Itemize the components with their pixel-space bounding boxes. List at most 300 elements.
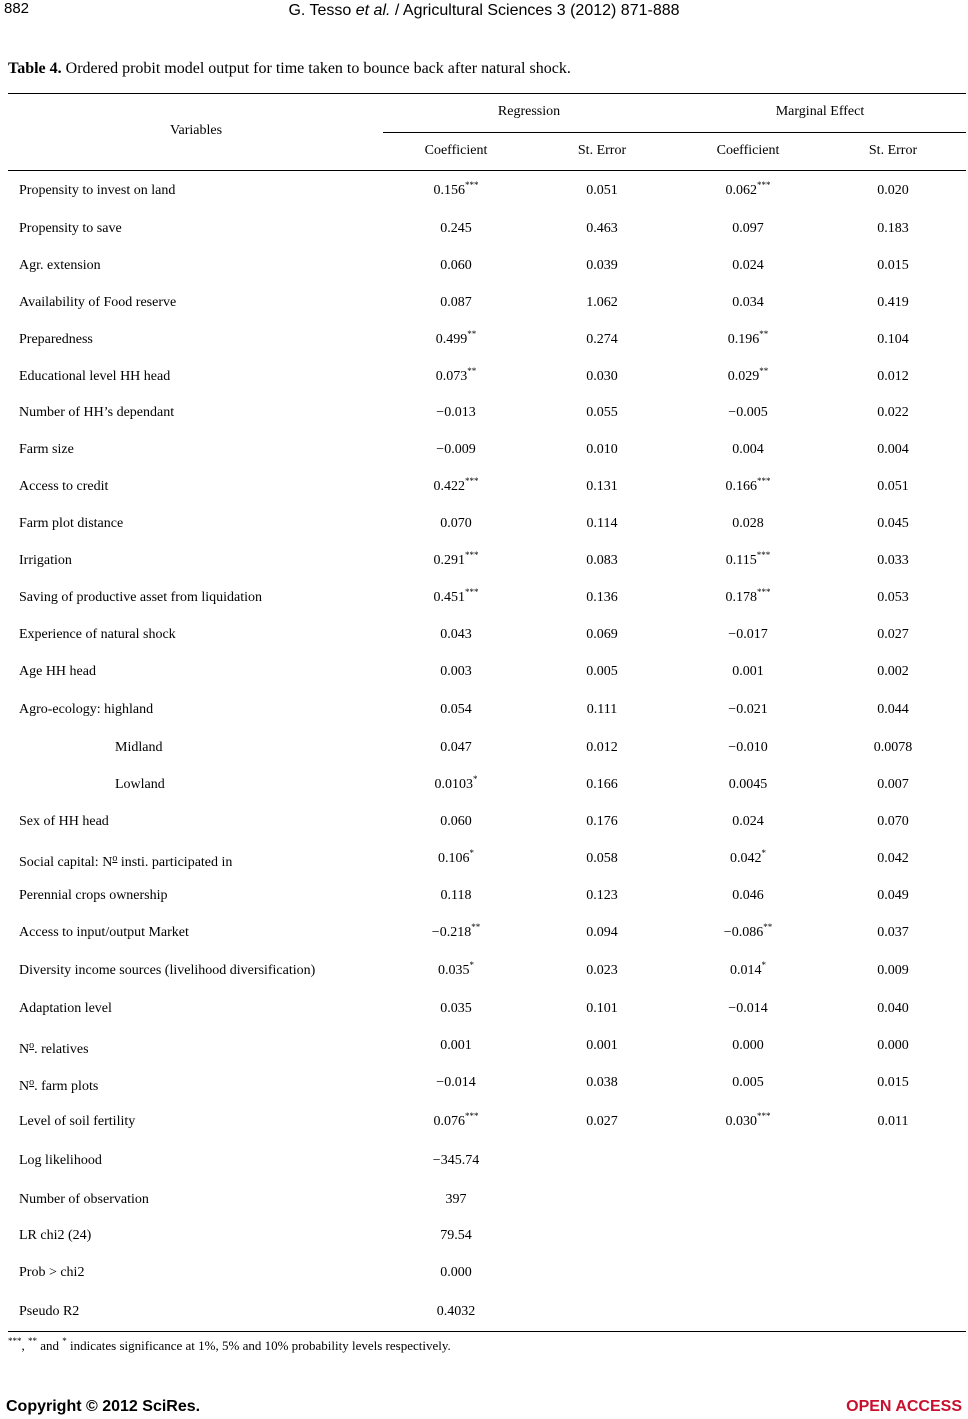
variable-name <box>19 1027 89 1068</box>
regression-coefficient <box>396 358 516 395</box>
marginal-coefficient-value: 0.004 <box>732 442 764 457</box>
marginal-coefficient <box>688 803 808 840</box>
marginal-coefficient-value: −0.017 <box>728 627 768 642</box>
regression-coefficient <box>396 1254 516 1291</box>
regression-st-error-value: 0.101 <box>586 1001 618 1016</box>
marginal-coefficient <box>688 210 808 247</box>
regression-st-error <box>542 990 662 1027</box>
marginal-st-error-value: 0.053 <box>877 590 909 605</box>
table-top-rule <box>8 93 966 94</box>
variable-name: LR chi2 (24) <box>19 1228 92 1243</box>
footer-open-access: OPEN ACCESS <box>846 1398 962 1415</box>
table-row <box>0 1142 968 1179</box>
regression-st-error <box>542 729 662 766</box>
marginal-coefficient <box>688 1027 808 1064</box>
marginal-st-error-value: 0.004 <box>877 442 909 457</box>
significance-stars: *** <box>757 1111 771 1121</box>
regression-coefficient <box>396 691 516 728</box>
regression-st-error <box>542 952 662 989</box>
regression-st-error-value: 0.023 <box>586 963 618 978</box>
regression-st-error <box>542 1027 662 1064</box>
variable-name: Number of HH’s dependant <box>19 405 175 420</box>
marginal-coefficient <box>688 247 808 284</box>
variable-name: Pseudo R2 <box>19 1304 80 1319</box>
variable-name-prefix: N <box>19 1042 30 1057</box>
regression-st-error-value: 0.123 <box>586 888 618 903</box>
marginal-st-error-value: 0.022 <box>877 405 909 420</box>
regression-st-error <box>542 468 662 505</box>
regression-coefficient <box>396 431 516 468</box>
regression-coefficient <box>396 952 516 989</box>
note-separator-1: , <box>21 1338 28 1353</box>
regression-coefficient-value: 0.076 <box>433 1114 465 1129</box>
table-row <box>0 468 968 505</box>
variable-name: Midland <box>115 740 163 755</box>
significance-stars: *** <box>757 476 771 486</box>
regression-st-error-value: 0.069 <box>586 627 618 642</box>
marginal-st-error <box>833 210 953 247</box>
marginal-coefficient <box>688 1103 808 1140</box>
marginal-st-error <box>833 358 953 395</box>
regression-coefficient-value: 0.156 <box>433 183 465 198</box>
regression-coefficient-value: 0.060 <box>440 814 472 829</box>
variable-name-prefix: N <box>19 1079 30 1094</box>
regression-st-error <box>542 653 662 690</box>
marginal-st-error-value: 0.051 <box>877 479 909 494</box>
marginal-coefficient <box>688 431 808 468</box>
table-row <box>0 877 968 914</box>
regression-st-error <box>542 172 662 209</box>
regression-st-error-value: 1.062 <box>586 295 618 310</box>
marginal-st-error-value: 0.002 <box>877 664 909 679</box>
regression-st-error <box>542 579 662 616</box>
marginal-st-error-value: 0.0078 <box>873 740 913 755</box>
marginal-coefficient-value: 0.029 <box>727 369 760 384</box>
regression-st-error-value: 0.083 <box>586 553 618 568</box>
regression-st-error <box>542 616 662 653</box>
regression-st-error <box>542 431 662 468</box>
header-coefficient-regression: Coefficient <box>424 143 488 158</box>
regression-coefficient <box>396 321 516 358</box>
table-row <box>0 803 968 840</box>
note-text: indicates significance at 1%, 5% and 10% probability levels respectively. <box>66 1338 451 1353</box>
variable-name: Lowland <box>115 777 165 792</box>
regression-st-error-value: 0.274 <box>586 332 618 347</box>
significance-stars: ** <box>759 366 769 376</box>
table-row <box>0 840 968 877</box>
marginal-st-error <box>833 468 953 505</box>
regression-coefficient <box>396 877 516 914</box>
regression-coefficient <box>396 653 516 690</box>
regression-st-error <box>542 542 662 579</box>
marginal-st-error-value: 0.040 <box>877 1001 909 1016</box>
variable-name: Prob > chi2 <box>19 1265 85 1280</box>
regression-st-error <box>542 877 662 914</box>
marginal-st-error <box>833 542 953 579</box>
table-row <box>0 691 968 728</box>
variable-name: Level of soil fertility <box>19 1114 136 1129</box>
variable-name: Age HH head <box>19 664 96 679</box>
variable-name: Educational level HH head <box>19 369 171 384</box>
regression-coefficient <box>396 840 516 877</box>
significance-stars: ** <box>467 329 477 339</box>
marginal-st-error <box>833 616 953 653</box>
regression-coefficient-value: −345.74 <box>432 1153 480 1168</box>
table-row <box>0 1254 968 1291</box>
marginal-st-error-value: 0.104 <box>877 332 909 347</box>
marginal-coefficient-value: 0.115 <box>725 553 757 568</box>
marginal-coefficient-value: 0.000 <box>732 1038 764 1053</box>
table-row <box>0 210 968 247</box>
significance-stars: *** <box>465 587 479 597</box>
marginal-coefficient-value: 0.166 <box>725 479 757 494</box>
regression-st-error <box>542 766 662 803</box>
regression-coefficient-value: 0.451 <box>433 590 465 605</box>
regression-st-error-value: 0.136 <box>586 590 618 605</box>
marginal-coefficient <box>688 172 808 209</box>
significance-stars: ** <box>467 366 477 376</box>
table-row <box>0 990 968 1027</box>
marginal-coefficient <box>688 729 808 766</box>
marginal-st-error <box>833 729 953 766</box>
regression-coefficient <box>396 914 516 951</box>
header-marginal-effect: Marginal Effect <box>775 104 865 119</box>
marginal-coefficient-value: 0.097 <box>732 221 764 236</box>
regression-st-error <box>542 247 662 284</box>
table-row <box>0 284 968 321</box>
marginal-coefficient-value: 0.062 <box>725 183 757 198</box>
regression-st-error <box>542 358 662 395</box>
table-row <box>0 1064 968 1101</box>
marginal-st-error-value: 0.011 <box>877 1114 909 1129</box>
variable-name: Adaptation level <box>19 1001 112 1016</box>
marginal-st-error <box>833 431 953 468</box>
variable-name <box>19 840 232 881</box>
marginal-st-error-value: 0.042 <box>877 851 909 866</box>
regression-st-error-value: 0.094 <box>586 925 618 940</box>
variable-name: Farm plot distance <box>19 516 124 531</box>
regression-coefficient-value: 397 <box>445 1192 467 1207</box>
table-row <box>0 358 968 395</box>
significance-stars: *** <box>465 476 479 486</box>
marginal-st-error <box>833 766 953 803</box>
numero-superscript: o <box>112 853 118 864</box>
page-number: 882 <box>4 0 30 17</box>
marginal-coefficient <box>688 691 808 728</box>
regression-coefficient <box>396 247 516 284</box>
marginal-coefficient-value: 0.014 <box>730 963 762 978</box>
marginal-st-error-value: 0.183 <box>877 221 909 236</box>
marginal-st-error-value: 0.015 <box>877 258 909 273</box>
variable-name: Availability of Food reserve <box>19 295 177 310</box>
table-row <box>0 321 968 358</box>
regression-st-error <box>542 840 662 877</box>
regression-coefficient <box>396 505 516 542</box>
regression-st-error <box>542 394 662 431</box>
running-title <box>0 2 968 20</box>
numero-superscript: o <box>29 1040 35 1051</box>
regression-coefficient <box>396 729 516 766</box>
marginal-st-error <box>833 321 953 358</box>
table-bottom-rule <box>8 1331 966 1332</box>
table-row <box>0 952 968 989</box>
table-row <box>0 247 968 284</box>
regression-st-error-value: 0.114 <box>586 516 618 531</box>
table-row <box>0 914 968 951</box>
running-title-authors: G. Tesso <box>288 2 356 19</box>
regression-coefficient-value: −0.014 <box>436 1075 476 1090</box>
regression-coefficient-value: 0.000 <box>440 1265 472 1280</box>
header-st-error-marginal: St. Error <box>868 143 918 158</box>
regression-coefficient-value: 0.054 <box>440 702 472 717</box>
regression-coefficient <box>396 468 516 505</box>
marginal-st-error-value: 0.419 <box>877 295 909 310</box>
table-row <box>0 579 968 616</box>
regression-coefficient <box>396 616 516 653</box>
marginal-st-error <box>833 990 953 1027</box>
footer-copyright: Copyright © 2012 SciRes. <box>6 1398 201 1415</box>
marginal-st-error <box>833 914 953 951</box>
marginal-st-error-value: 0.049 <box>877 888 909 903</box>
variable-name: Saving of productive asset from liquidation <box>19 590 263 605</box>
marginal-coefficient-value: 0.196 <box>727 332 760 347</box>
regression-coefficient <box>396 1142 516 1179</box>
regression-coefficient <box>396 210 516 247</box>
marginal-coefficient <box>688 284 808 321</box>
regression-coefficient-value: 0.001 <box>440 1038 472 1053</box>
marginal-coefficient <box>688 468 808 505</box>
marginal-st-error-value: 0.045 <box>877 516 909 531</box>
marginal-coefficient <box>688 542 808 579</box>
marginal-coefficient <box>688 505 808 542</box>
note-sup-3: * <box>62 1336 67 1346</box>
regression-coefficient-value: 0.003 <box>440 664 472 679</box>
group-header-rule <box>383 132 966 133</box>
significance-stars: * <box>473 774 478 784</box>
marginal-coefficient-value: 0.178 <box>725 590 757 605</box>
significance-stars: *** <box>756 550 771 560</box>
regression-st-error-value: 0.010 <box>586 442 618 457</box>
marginal-st-error-value: 0.027 <box>877 627 909 642</box>
table-caption <box>8 60 571 78</box>
numero-superscript: o <box>29 1077 35 1088</box>
significance-stars: * <box>469 848 474 858</box>
marginal-st-error-value: 0.044 <box>877 702 909 717</box>
regression-st-error <box>542 321 662 358</box>
note-sup-1: *** <box>8 1336 22 1346</box>
marginal-st-error <box>833 840 953 877</box>
marginal-st-error-value: 0.037 <box>877 925 909 940</box>
marginal-coefficient <box>688 579 808 616</box>
table-row <box>0 1217 968 1254</box>
variable-name: Experience of natural shock <box>19 627 176 642</box>
regression-coefficient-value: 0.047 <box>440 740 472 755</box>
regression-coefficient-value: 0.118 <box>440 888 472 903</box>
regression-coefficient-value: 0.060 <box>440 258 472 273</box>
marginal-st-error <box>833 691 953 728</box>
regression-coefficient-value: 0.499 <box>435 332 468 347</box>
header-regression: Regression <box>497 104 561 119</box>
regression-st-error-value: 0.027 <box>586 1114 618 1129</box>
running-title-etal: et al. <box>355 2 391 19</box>
marginal-coefficient <box>688 358 808 395</box>
marginal-coefficient-value: −0.086 <box>723 925 764 940</box>
variable-name: Farm size <box>19 442 74 457</box>
regression-coefficient-value: 0.291 <box>433 553 465 568</box>
marginal-st-error-value: 0.012 <box>877 369 909 384</box>
regression-coefficient-value: 0.422 <box>433 479 465 494</box>
marginal-coefficient-value: 0.030 <box>725 1114 757 1129</box>
table-caption-text: Ordered probit model output for time taken to bounce back after natural shock. <box>61 60 571 77</box>
variable-name: Propensity to invest on land <box>19 183 176 198</box>
marginal-coefficient <box>688 394 808 431</box>
marginal-st-error <box>833 952 953 989</box>
table-label: Table 4. <box>8 60 62 77</box>
variable-name-suffix: . relatives <box>34 1042 89 1057</box>
table-row <box>0 653 968 690</box>
header-st-error-regression: St. Error <box>577 143 627 158</box>
variable-name: Diversity income sources (livelihood diversification) <box>19 963 316 978</box>
regression-coefficient <box>396 990 516 1027</box>
significance-stars: *** <box>465 1111 479 1121</box>
marginal-coefficient-value: −0.005 <box>728 405 768 420</box>
regression-coefficient <box>396 1181 516 1218</box>
regression-st-error-value: 0.051 <box>586 183 618 198</box>
table-row <box>0 542 968 579</box>
variable-name: Preparedness <box>19 332 93 347</box>
regression-coefficient-value: −0.009 <box>436 442 476 457</box>
marginal-st-error-value: 0.070 <box>877 814 909 829</box>
marginal-st-error <box>833 505 953 542</box>
regression-coefficient-value: 0.035 <box>440 1001 472 1016</box>
regression-st-error-value: 0.176 <box>586 814 618 829</box>
marginal-st-error <box>833 579 953 616</box>
regression-coefficient-value: 0.070 <box>440 516 472 531</box>
variable-name: Irrigation <box>19 553 72 568</box>
regression-st-error-value: 0.030 <box>586 369 618 384</box>
regression-coefficient <box>396 394 516 431</box>
marginal-st-error <box>833 1027 953 1064</box>
marginal-coefficient <box>688 766 808 803</box>
running-title-journal: / Agricultural Sciences 3 (2012) 871-888 <box>390 2 680 19</box>
marginal-st-error <box>833 394 953 431</box>
significance-stars: * <box>469 960 474 970</box>
marginal-st-error <box>833 653 953 690</box>
marginal-coefficient <box>688 616 808 653</box>
marginal-st-error-value: 0.020 <box>877 183 909 198</box>
variable-name <box>19 1064 98 1105</box>
variable-name: Agro-ecology: highland <box>19 702 154 717</box>
regression-coefficient <box>396 579 516 616</box>
variable-name: Propensity to save <box>19 221 122 236</box>
regression-st-error <box>542 691 662 728</box>
table-row <box>0 1293 968 1330</box>
significance-note <box>8 1338 451 1354</box>
significance-stars: *** <box>757 180 771 190</box>
regression-st-error-value: 0.012 <box>586 740 618 755</box>
variable-name: Log likelihood <box>19 1153 102 1168</box>
regression-st-error-value: 0.055 <box>586 405 618 420</box>
note-sup-2: ** <box>28 1336 37 1346</box>
regression-st-error-value: 0.039 <box>586 258 618 273</box>
regression-coefficient <box>396 542 516 579</box>
significance-stars: ** <box>763 922 773 932</box>
regression-coefficient <box>396 766 516 803</box>
marginal-coefficient-value: 0.042 <box>730 851 762 866</box>
marginal-coefficient <box>688 914 808 951</box>
marginal-coefficient <box>688 990 808 1027</box>
table-row <box>0 394 968 431</box>
marginal-coefficient-value: −0.021 <box>728 702 768 717</box>
marginal-coefficient <box>688 840 808 877</box>
marginal-coefficient-value: −0.010 <box>728 740 768 755</box>
variable-name-suffix: . farm plots <box>34 1079 99 1094</box>
marginal-coefficient-value: 0.034 <box>732 295 764 310</box>
regression-coefficient-value: −0.013 <box>436 405 476 420</box>
marginal-coefficient-value: 0.024 <box>732 258 764 273</box>
regression-st-error <box>542 1103 662 1140</box>
variable-name: Perennial crops ownership <box>19 888 168 903</box>
regression-coefficient <box>396 1217 516 1254</box>
regression-st-error <box>542 914 662 951</box>
significance-stars: ** <box>471 922 481 932</box>
regression-st-error <box>542 210 662 247</box>
marginal-st-error-value: 0.033 <box>877 553 909 568</box>
marginal-coefficient-value: 0.028 <box>732 516 764 531</box>
marginal-coefficient <box>688 653 808 690</box>
regression-st-error <box>542 803 662 840</box>
marginal-coefficient <box>688 1064 808 1101</box>
table-row <box>0 431 968 468</box>
marginal-st-error <box>833 247 953 284</box>
regression-coefficient-value: 0.245 <box>440 221 472 236</box>
marginal-st-error <box>833 1103 953 1140</box>
marginal-st-error-value: 0.000 <box>877 1038 909 1053</box>
regression-st-error <box>542 1064 662 1101</box>
table-row <box>0 729 968 766</box>
regression-coefficient-value: 0.035 <box>438 963 470 978</box>
variable-name: Access to credit <box>19 479 109 494</box>
regression-st-error-value: 0.001 <box>586 1038 618 1053</box>
marginal-st-error <box>833 1064 953 1101</box>
marginal-coefficient-value: 0.024 <box>732 814 764 829</box>
regression-st-error-value: 0.111 <box>586 702 618 717</box>
regression-st-error-value: 0.005 <box>586 664 618 679</box>
variable-name-suffix: insti. participated in <box>117 855 233 870</box>
regression-coefficient-value: 0.073 <box>435 369 468 384</box>
significance-stars: * <box>761 848 766 858</box>
marginal-coefficient-value: 0.001 <box>732 664 764 679</box>
regression-coefficient <box>396 284 516 321</box>
marginal-st-error-value: 0.007 <box>877 777 909 792</box>
marginal-coefficient-value: −0.014 <box>728 1001 768 1016</box>
regression-st-error-value: 0.463 <box>586 221 618 236</box>
table-row <box>0 172 968 209</box>
marginal-st-error-value: 0.015 <box>877 1075 909 1090</box>
variable-name: Number of observation <box>19 1192 149 1207</box>
marginal-st-error <box>833 877 953 914</box>
table-row <box>0 616 968 653</box>
regression-coefficient-value: 79.54 <box>440 1228 472 1243</box>
marginal-st-error <box>833 803 953 840</box>
significance-stars: * <box>761 960 766 970</box>
header-variables: Variables <box>169 123 223 138</box>
regression-coefficient <box>396 1064 516 1101</box>
marginal-coefficient <box>688 321 808 358</box>
regression-coefficient <box>396 803 516 840</box>
marginal-coefficient <box>688 877 808 914</box>
marginal-coefficient-value: 0.046 <box>732 888 764 903</box>
